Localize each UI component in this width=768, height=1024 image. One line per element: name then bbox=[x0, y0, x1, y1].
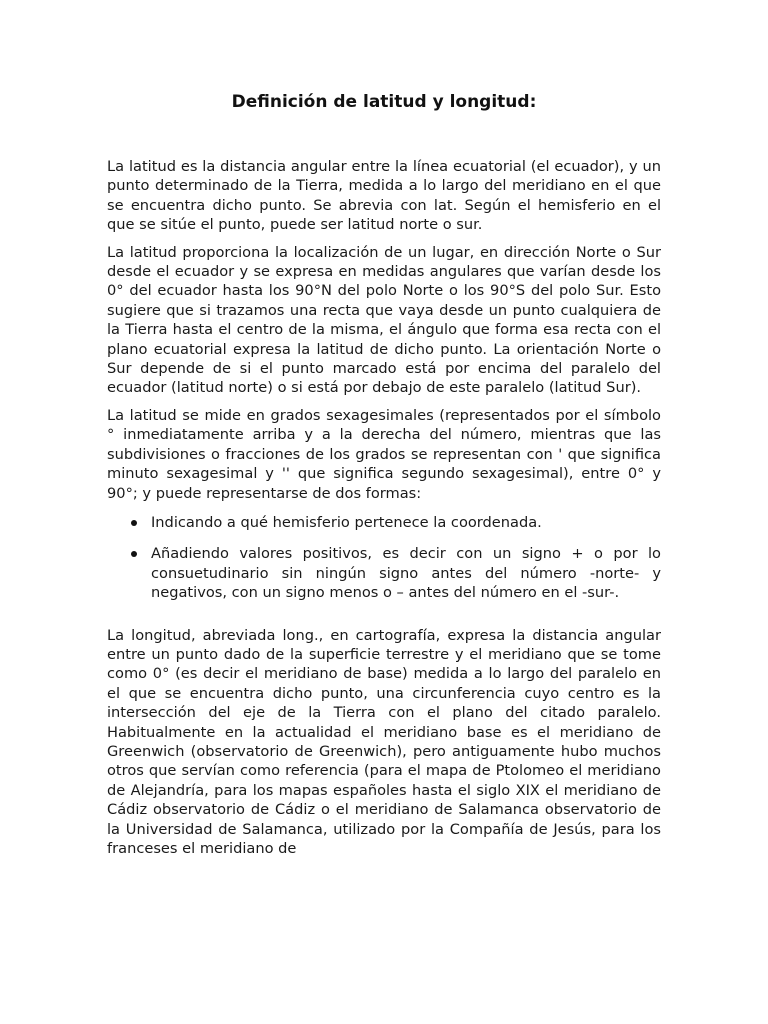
list-item bbox=[107, 544, 661, 602]
list-item-text: Añadiendo valores positivos, es decir con un signo + o por lo consuetudinario sin ningún signo antes del número -norte- y negativos, con un signo menos o – antes del número en el -sur-. bbox=[151, 545, 661, 602]
bullet-list bbox=[107, 513, 661, 603]
paragraph-longitud-definicion: La longitud, abreviada long., en cartografía, expresa la distancia angular entre un punto dado de la superficie terrestre y el meridiano que se tome como 0° (es decir el meridiano de base) medida a lo largo del paralelo en el que se encuentra dicho punto, una circunferencia cuyo centro es la intersección del eje de la Tierra con el plano del citado paralelo. Habitualmente en la actualidad el meridiano base es el meridiano de Greenwich (observatorio de Greenwich), pero antiguamente hubo muchos otros que servían como referencia (para el mapa de Ptolomeo el meridiano de Alejandría, para los mapas españoles hasta el siglo XIX el meridiano de Cádiz observatorio de Cádiz o el meridiano de Salamanca observatorio de la Universidad de Salamanca, utilizado por la Compañía de Jesús, para los franceses el meridiano de bbox=[107, 626, 661, 857]
paragraph-latitud-definicion: La latitud es la distancia angular entre la línea ecuatorial (el ecuador), y un punto determinado de la Tierra, medida a lo largo del meridiano en el que se encuentra dicho punto. Se abrevia con lat. Según el hemisferio en el que se sitúe el punto, puede ser latitud norte o sur. bbox=[107, 158, 661, 234]
document-page bbox=[107, 0, 661, 858]
list-item-text: Indicando a qué hemisferio pertenece la coordenada. bbox=[151, 513, 542, 531]
bullet-icon bbox=[131, 520, 137, 526]
list-item bbox=[107, 513, 661, 532]
paragraph-latitud-medida: La latitud se mide en grados sexagesimales (representados por el símbolo ° inmediatamente arriba y a la derecha del número, mientras que las subdivisiones o fracciones de los grados se representan con ' que significa minuto sexagesimal y '' que significa segundo sexagesimal), entre 0° y 90°; y puede representarse de dos formas: bbox=[107, 406, 661, 502]
document-title: Definición de latitud y longitud: bbox=[231, 92, 537, 112]
bullet-icon bbox=[131, 551, 137, 557]
paragraph-latitud-localizacion: La latitud proporciona la localización de un lugar, en dirección Norte o Sur desde el ecuador y se expresa en medidas angulares que varían desde los 0° del ecuador hasta los 90°N del polo Norte o los 90°S del polo Sur. Esto sugiere que si trazamos una recta que vaya desde un punto cualquiera de la Tierra hasta el centro de la misma, el ángulo que forma esa recta con el plano ecuatorial expresa la latitud de dicho punto. La orientación Norte o Sur depende de si el punto marcado está por encima del paralelo del ecuador (latitud norte) o si está por debajo de este paralelo (latitud Sur). bbox=[107, 243, 661, 397]
